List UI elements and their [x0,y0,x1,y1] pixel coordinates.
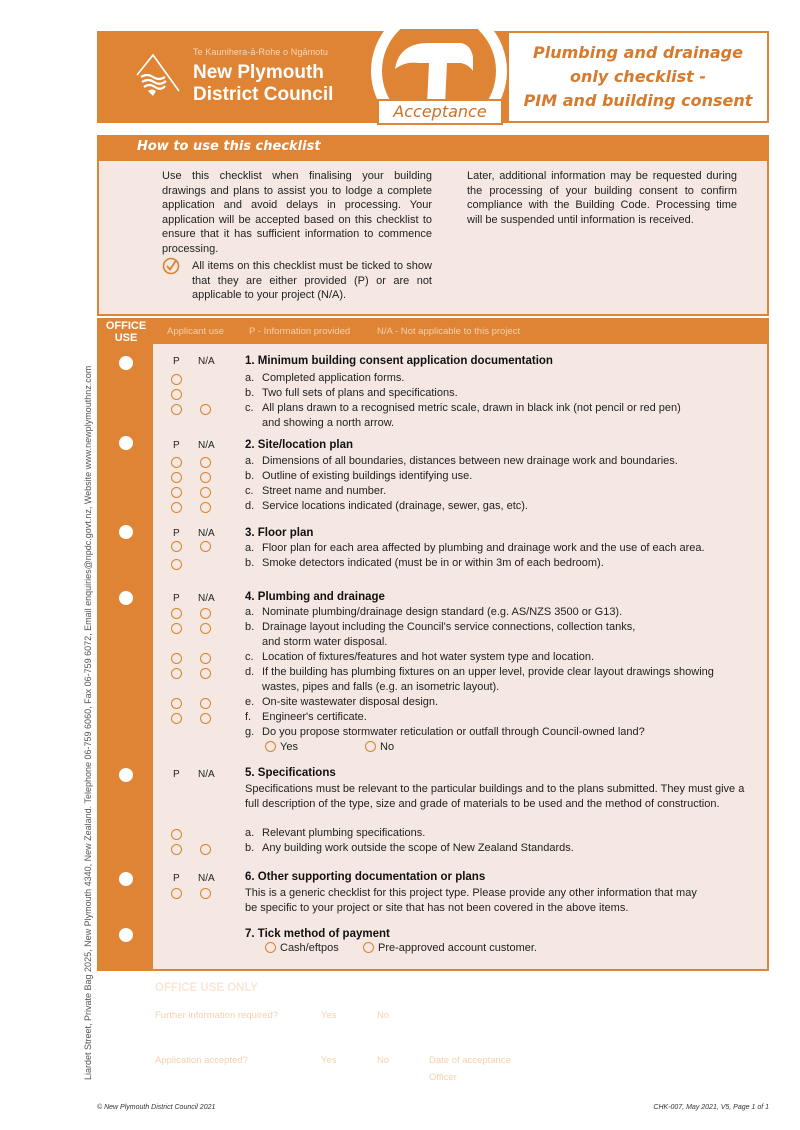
item-text-cont: wastes, pipes and falls (e.g. an isometric layout). [262,680,500,693]
s2c-na-radio[interactable] [200,487,211,498]
item-text-cont: and showing a north arrow. [262,416,395,429]
date-of-acceptance-field[interactable] [522,1051,747,1067]
s4d-na-radio[interactable] [200,668,211,679]
item-letter: a. [245,542,255,554]
s4f-na-radio[interactable] [200,713,211,724]
item-letter: c. [245,651,254,663]
item-letter: f. [245,711,252,723]
na-column-label: N/A [198,873,215,884]
how-to-use-title: How to use this checklist [137,139,321,154]
s4c-item [245,650,594,665]
s2d-na-radio[interactable] [200,502,211,513]
item-text-cont: and storm water disposal. [262,635,388,648]
office-check-6[interactable] [119,872,133,886]
s1b-item [245,386,458,401]
option-label: Pre-approved account customer. [378,942,537,954]
s2d-p-radio[interactable] [171,502,182,513]
item-text: Smoke detectors indicated (must be in or within 3m of each bedroom). [262,557,604,569]
acceptance-badge: Acceptance [377,99,503,125]
item-text: Street name and number. [262,485,387,497]
p-column-label: P [173,440,180,451]
section-4-title: 4. Plumbing and drainage [245,591,385,603]
item-text: Any building work outside the scope of New Zealand Standards. [262,842,574,854]
section-3-title: 3. Floor plan [245,527,314,539]
office-use-header [99,320,153,344]
title-line2: only checklist - [569,67,707,86]
office-check-5[interactable] [119,768,133,782]
item-text: Outline of existing buildings identifying use. [262,470,473,482]
s2b-p-radio[interactable] [171,472,182,483]
how-to-use-processing: Later, additional information may be requested during the processing of your building consent to confirm compliance with the Building Code. Processing time will be suspended until information is received. [467,170,737,226]
section-5-title: 5. Specifications [245,767,336,779]
na-column-label: N/A [198,769,215,780]
further-info-no-radio[interactable] [358,1006,372,1020]
s1c-p-radio[interactable] [171,404,182,415]
item-text: All plans drawn to a recognised metric scale, drawn in black ink (not pencil or red pen) [262,402,681,414]
how-to-use-bar [97,135,769,161]
hammer-icon [389,35,479,105]
check-circle-icon [162,257,180,275]
s3b-p-radio[interactable] [171,559,182,570]
item-letter: d. [245,500,255,512]
item-text: Completed application forms. [262,372,405,384]
section-1-title: 1. Minimum building consent application documentation [245,355,553,367]
s1b-p-radio[interactable] [171,389,182,400]
s3a-item [245,541,705,556]
section-7-title: 7. Tick method of payment [245,928,390,940]
p-column-label: P [173,873,180,884]
p-legend: P - Information provided [249,326,351,337]
office-use-only-title: OFFICE USE ONLY [155,982,259,994]
contact-details-vertical: Liardet Street, Private Bag 2025, New Plymouth 4340, New Zealand. Telephone 06-759 6060, Fax 06-759 6072, Email enquiries@npdc.govt.nz, Website www.newplymouthnz.com [83,365,93,1080]
title-line1: Plumbing and drainage [533,43,743,62]
s1a-item [245,371,404,386]
payment-account-option[interactable] [363,942,537,954]
section-6-title: 6. Other supporting documentation or plans [245,871,486,883]
s5b-p-radio[interactable] [171,844,182,855]
s3a-na-radio[interactable] [200,541,211,552]
s3b-item [245,556,604,571]
council-name-line1: New Plymouth [193,62,324,83]
s2c-p-radio[interactable] [171,487,182,498]
further-info-textbox[interactable] [429,1000,747,1030]
s1c-na-radio[interactable] [200,404,211,415]
title-box [509,31,769,123]
item-letter: a. [245,827,255,839]
further-info-yes-label: Yes [321,1010,337,1021]
accepted-no-label: No [377,1055,390,1066]
s4c-na-radio[interactable] [200,653,211,664]
section-5-description: Specifications must be relevant to the particular buildings and to the plans submitted. They must give a full description of the type, size and grade of materials to be used and the method of construction. [245,783,745,810]
s4g-yes-radio[interactable] [265,741,276,752]
council-name [193,62,333,106]
na-column-label: N/A [198,593,215,604]
s5b-item [245,841,574,856]
s1a-p-radio[interactable] [171,374,182,385]
item-text: Engineer's certificate. [262,711,367,723]
item-letter: c. [245,402,254,414]
officer-label: Officer [429,1072,457,1083]
na-column-label: N/A [198,356,215,367]
payment-account-radio[interactable] [363,942,374,953]
s2d-item [245,499,528,514]
item-letter: d. [245,666,255,678]
na-column-label: N/A [198,440,215,451]
date-of-acceptance-label: Date of acceptance [429,1055,511,1066]
accepted-yes-radio[interactable] [302,1051,316,1065]
item-text: Drainage layout including the Council's service connections, collection tanks, [262,621,636,633]
officer-field[interactable] [522,1070,747,1086]
s4a-p-radio[interactable] [171,608,182,619]
how-to-use-intro: Use this checklist when finalising your building drawings and plans to assist you to lodge a complete application and avoid delays in processing. Your application will be accepted based on this checklist to ensure that it has sufficient information to commence processing. [162,170,432,255]
s6-na-radio[interactable] [200,888,211,899]
s2c-item [245,484,386,499]
s4e-p-radio[interactable] [171,698,182,709]
s4e-item [245,695,438,710]
office-check-3[interactable] [119,525,133,539]
office-use-line1: OFFICE [105,320,147,332]
item-letter: b. [245,387,255,399]
option-label: No [380,741,395,753]
how-to-use-section [97,135,769,316]
item-letter: a. [245,455,255,467]
office-check-1[interactable] [119,356,133,370]
footer-copyright: © New Plymouth District Council 2021 [97,1104,216,1111]
checklist-panel [153,344,767,969]
office-check-2[interactable] [119,436,133,450]
s4g-item [245,725,645,740]
accepted-no-radio[interactable] [358,1051,372,1065]
s4g-no-option[interactable] [365,741,394,753]
s2a-item [245,454,678,469]
office-check-4[interactable] [119,591,133,605]
item-letter: a. [245,606,255,618]
item-letter: b. [245,557,255,569]
item-text: If the building has plumbing fixtures on an upper level, provide clear layout drawings showing [262,666,714,678]
na-column-label: N/A [198,528,215,539]
s4g-no-radio[interactable] [365,741,376,752]
item-text: Two full sets of plans and specifications. [262,387,458,399]
council-maori-name: Te Kaunihera-ā-Rohe o Ngāmotu [193,47,328,57]
s5b-na-radio[interactable] [200,844,211,855]
item-text: Floor plan for each area affected by plumbing and drainage work and the use of each area. [262,542,705,554]
s4d-item [245,665,714,694]
document-title [509,41,767,113]
item-letter: e. [245,696,255,708]
s4g-yes-option[interactable] [265,741,298,753]
council-name-line2: District Council [193,84,334,105]
item-letter: b. [245,470,255,482]
item-letter: c. [245,485,254,497]
accepted-yes-label: Yes [321,1055,337,1066]
p-column-label: P [173,769,180,780]
s4a-item [245,605,622,620]
s5a-item [245,826,425,841]
section-6-description: This is a generic checklist for this project type. Please provide any other information that may be specific to your project or site that has not been covered in the above items. [245,887,697,914]
s4b-p-radio[interactable] [171,623,182,634]
s4a-na-radio[interactable] [200,608,211,619]
s2a-p-radio[interactable] [171,457,182,468]
section-2-title: 2. Site/location plan [245,439,353,451]
s3a-p-radio[interactable] [171,541,182,552]
item-text: Relevant plumbing specifications. [262,827,426,839]
p-column-label: P [173,593,180,604]
s4b-item [245,620,635,649]
item-text: On-site wastewater disposal design. [262,696,439,708]
office-use-line2: USE [114,332,138,344]
further-info-label: Further information required? [155,1010,279,1021]
title-line3: PIM and building consent [523,91,753,110]
option-label: Cash/eftpos [280,942,339,954]
footer-doc-ref: CHK-007, May 2021, V5, Page 1 of 1 [653,1104,769,1111]
item-text: Nominate plumbing/drainage design standard (e.g. AS/NZS 3500 or G13). [262,606,623,618]
s4f-item [245,710,367,725]
item-text: Dimensions of all boundaries, distances between new drainage work and boundaries. [262,455,678,467]
p-column-label: P [173,528,180,539]
page-header [97,31,769,123]
s2b-na-radio[interactable] [200,472,211,483]
p-column-label: P [173,356,180,367]
na-legend: N/A - Not applicable to this project [377,326,521,337]
tick-note-text: All items on this checklist must be ticked to show that they are either provided (P) or are not applicable to your project (N/A). [192,260,432,302]
office-check-7[interactable] [119,928,133,942]
s4e-na-radio[interactable] [200,698,211,709]
item-text: Location of fixtures/features and hot water system type and location. [262,651,595,663]
payment-cash-radio[interactable] [265,942,276,953]
s4d-p-radio[interactable] [171,668,182,679]
s4b-na-radio[interactable] [200,623,211,634]
item-letter: g. [245,726,255,738]
further-info-no-label: No [377,1010,390,1021]
item-text: Service locations indicated (drainage, sewer, gas, etc). [262,500,528,512]
checklist-section [97,318,769,1083]
s5a-p-radio[interactable] [171,829,182,840]
s1c-item [245,401,681,430]
s2b-item [245,469,472,484]
payment-cash-option[interactable] [265,942,339,954]
s6-p-radio[interactable] [171,888,182,899]
accepted-label: Application accepted? [155,1055,248,1066]
s2a-na-radio[interactable] [200,457,211,468]
option-label: Yes [280,741,298,753]
item-letter: b. [245,842,255,854]
council-logo-icon [135,51,185,99]
applicant-use-legend: Applicant use [167,326,225,337]
item-letter: a. [245,372,255,384]
s4f-p-radio[interactable] [171,713,182,724]
item-letter: b. [245,621,255,633]
item-text: Do you propose stormwater reticulation or outfall through Council-owned land? [262,726,645,738]
s4c-p-radio[interactable] [171,653,182,664]
further-info-yes-radio[interactable] [302,1006,316,1020]
